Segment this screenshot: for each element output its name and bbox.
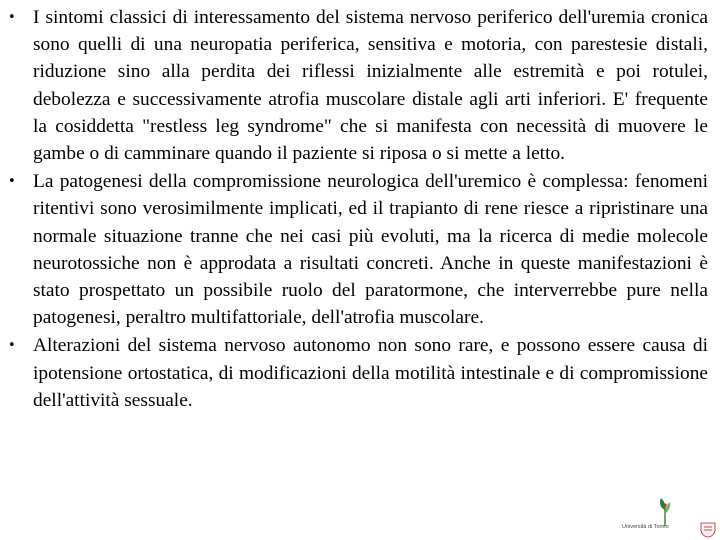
bullet-item [8, 168, 708, 331]
bullet-text: I sintomi classici di interessamento del sistema nervoso periferico dell'uremia cronica sono quelli di una neuropatia periferica, sensitiva e motoria, con parestesie distali, riduzione sino alla perdita dei riflessi inizialmente alle estremità e poi rotulei, debolezza e successivamente atrofia muscolare distale agli arti inferiori. E' frequente la cosiddetta "restless leg syndrome" che si manifesta con necessità di muovere le gambe o di camminare quando il paziente si riposa o si mette a letto. [33, 7, 708, 165]
bullet-dot-icon: • [8, 338, 16, 354]
crest-icon [698, 522, 718, 538]
university-logo [620, 494, 720, 540]
bullet-text: Alterazioni del sistema nervoso autonomo non sono rare, e possono essere causa di ipotensione ortostatica, di modificazioni della motilità intestinale e di compromissione dell'attività sessuale. [33, 335, 708, 411]
bullet-item [8, 332, 708, 414]
university-name: Università di Torino [622, 524, 669, 530]
bullet-dot-icon: • [8, 174, 16, 190]
plant-icon [658, 496, 672, 526]
bullet-list [8, 4, 708, 415]
bullet-dot-icon: • [8, 10, 16, 25]
bullet-item [8, 4, 708, 167]
bullet-text: La patogenesi della compromissione neurologica dell'uremico è complessa: fenomeni ritentivi sono verosimilmente implicati, ed il trapianto di rene riesce a ripristinare una normale situazione tranne che nei casi più evoluti, ma la ricerca di medie molecole neurotossiche non è approdata a risultati concreti. Anche in queste manifestazioni è stato prospettato un possibile ruolo del paratormone, che interverrebbe pure nella patogenesi, peraltro multifattoriale, dell'atrofia muscolare. [33, 171, 708, 329]
